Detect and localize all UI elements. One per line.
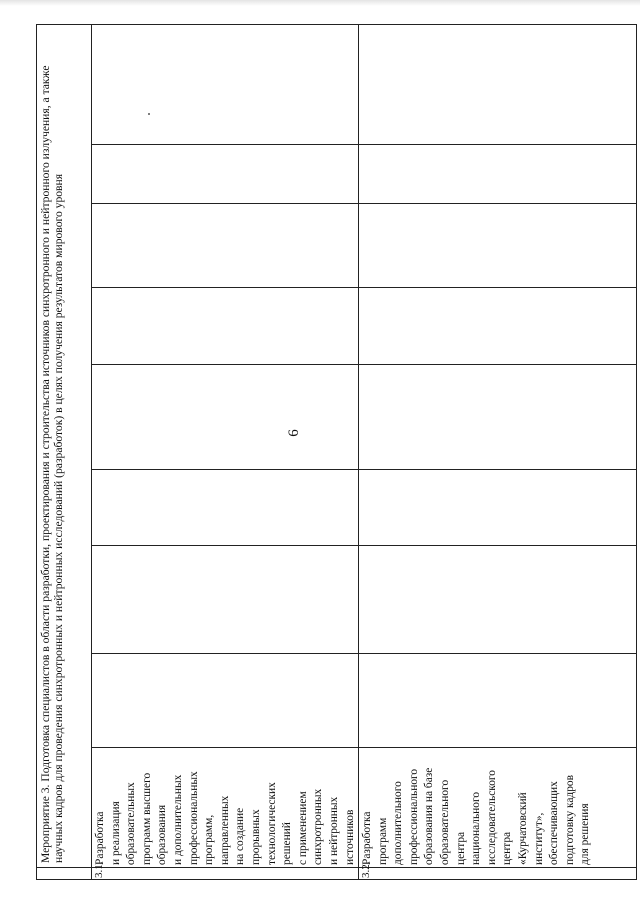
- rotated-table-area: [36, 25, 616, 880]
- empty-cell: [92, 145, 359, 204]
- text-line: с применением: [296, 791, 309, 865]
- text-line: образования на базе: [423, 767, 436, 865]
- text-line: технологических: [265, 782, 278, 865]
- text-line: синхротронных: [312, 788, 325, 865]
- scan-speck: [148, 113, 150, 115]
- text-line: национального: [470, 791, 483, 865]
- empty-cell: [92, 204, 359, 288]
- table-row: [92, 24, 359, 879]
- text-line: и реализация: [109, 801, 122, 865]
- row-number: 3.1.: [92, 868, 359, 880]
- text-line: и дополнительных: [171, 774, 184, 865]
- empty-cell: [92, 365, 359, 470]
- text-line: профессиональных: [187, 771, 200, 865]
- page-number: 6: [286, 429, 302, 437]
- text-line: образовательных: [125, 782, 138, 865]
- text-line: программ высшего: [140, 772, 153, 865]
- table-row: [359, 24, 637, 879]
- text-line: институт»,: [532, 812, 545, 865]
- text-line: направленных: [218, 795, 231, 865]
- row-number: 3.2.: [359, 868, 637, 880]
- task-description: [92, 748, 359, 868]
- empty-cell: [359, 546, 637, 654]
- text-line: образовательного: [439, 779, 452, 865]
- text-line: прорывных: [249, 809, 262, 865]
- text-line: программ: [376, 817, 389, 865]
- empty-cell: [92, 288, 359, 365]
- title-row-number-cell: [37, 868, 92, 880]
- text-line: для решения: [579, 803, 592, 865]
- empty-cell: [92, 654, 359, 748]
- empty-cell: [92, 546, 359, 654]
- empty-cell: [359, 288, 637, 365]
- section-title-row: [37, 24, 92, 879]
- text-line: Разработка: [361, 811, 374, 865]
- empty-cell: [92, 24, 359, 144]
- text-line: программ,: [203, 814, 216, 865]
- empty-cell: [92, 470, 359, 546]
- text-line: профессионального: [407, 768, 420, 865]
- text-line: обеспечивающих: [548, 781, 561, 865]
- scan-edge: [0, 0, 640, 6]
- text-line: решений: [281, 822, 294, 865]
- activity-table: [36, 24, 637, 880]
- empty-cell: [359, 654, 637, 748]
- text-line: образования: [156, 804, 169, 865]
- task-description: [359, 748, 637, 868]
- text-line: центра: [454, 831, 467, 865]
- empty-cell: [359, 365, 637, 470]
- text-line: и нейтронных: [327, 796, 340, 865]
- section-title: Мероприятие 3. Подготовка специалистов в области разработки, проектирования и строительства источников синхротронного и нейтронного излучения, а также научных кадров для проведения синхротронных и нейтронных исследований (разработок) в целях получения результатов мирового уровня: [37, 24, 92, 867]
- text-line: центра: [501, 831, 514, 865]
- text-line: дополнительного: [392, 781, 405, 865]
- text-line: подготовку кадров: [563, 775, 576, 865]
- text-line: исследовательского: [485, 770, 498, 865]
- empty-cell: [359, 24, 637, 144]
- text-line: источников: [343, 809, 356, 865]
- empty-cell: [359, 145, 637, 204]
- empty-cell: [359, 204, 637, 288]
- empty-cell: [359, 470, 637, 546]
- text-line: «Курчатовский: [517, 792, 530, 865]
- text-line: Разработка: [94, 811, 106, 865]
- text-line: на создание: [234, 807, 247, 865]
